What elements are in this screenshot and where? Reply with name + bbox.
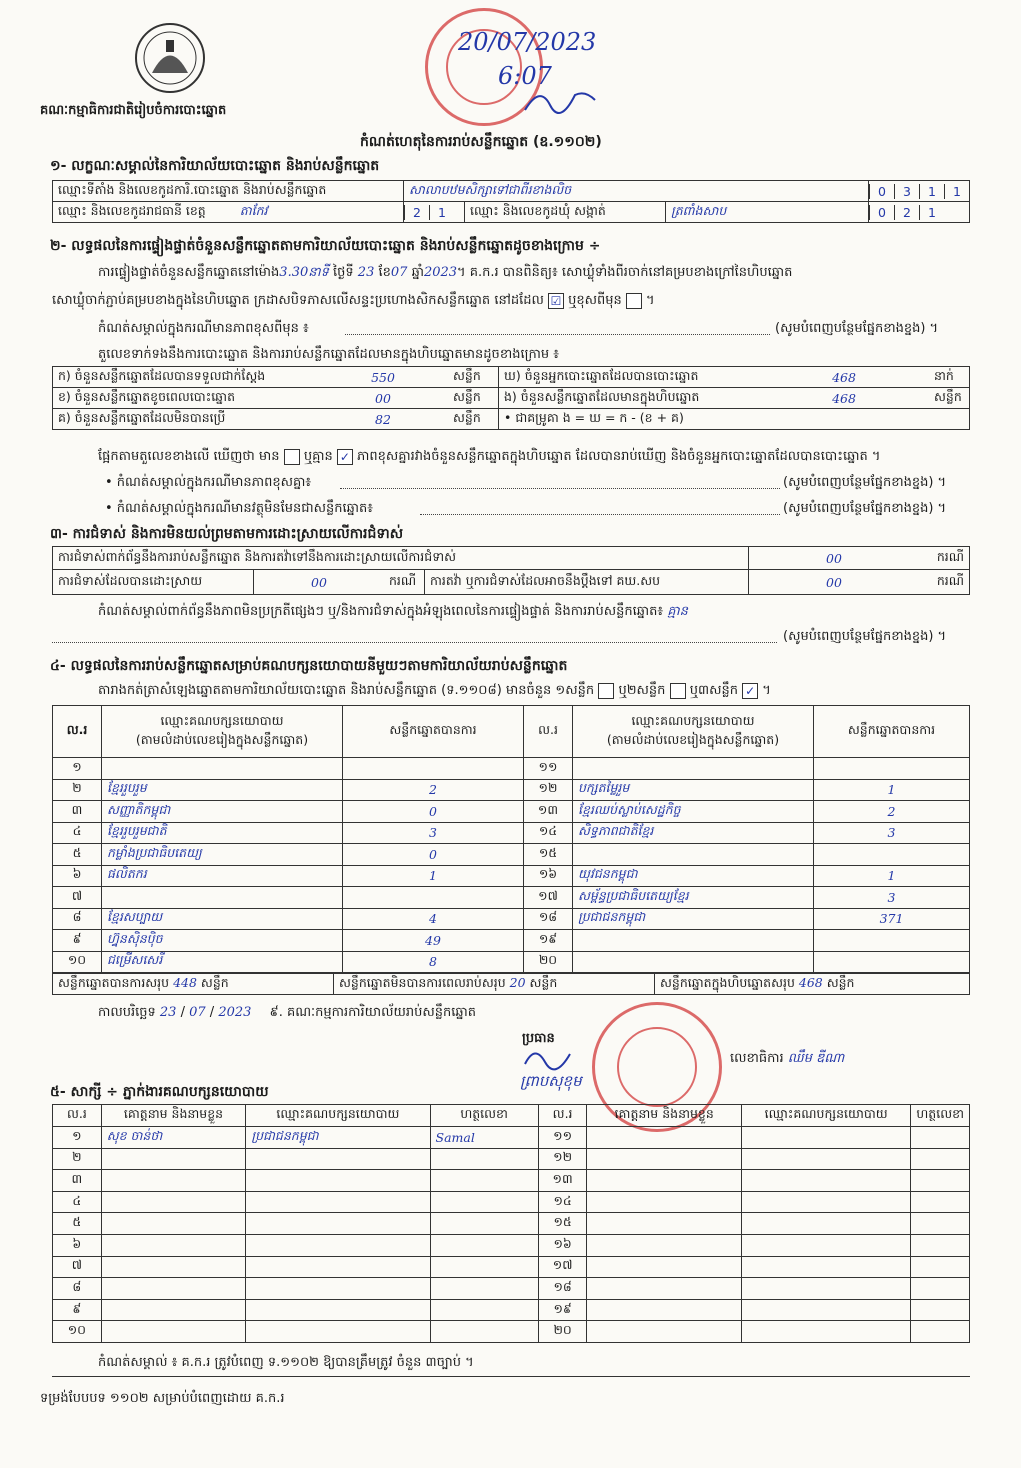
row-number: ១២ [524, 779, 573, 801]
form-title: កំណត់ហេតុនៃការរាប់សន្លឹកឆ្នោត (ឧ.១១០២) [360, 134, 602, 150]
witness-party [741, 1256, 910, 1278]
witness-party [741, 1148, 910, 1170]
different-checkbox[interactable] [626, 293, 642, 309]
witness-party [741, 1234, 910, 1256]
party-votes [343, 758, 524, 780]
witness-row [53, 1213, 970, 1235]
office-code: 0 3 1 1 [869, 181, 970, 202]
witness-signature [911, 1278, 970, 1300]
witness-name [587, 1191, 741, 1213]
party-votes: 3 [343, 822, 524, 844]
party-name: សិទ្ធភាពជាតិខ្មែរ [573, 822, 814, 844]
witness-party [741, 1191, 910, 1213]
row-number: ២ [53, 779, 102, 801]
results-table [52, 705, 970, 973]
form-footer: ទម្រង់បែបបទ ១១០២ សម្រាប់បំពេញដោយ គ.ក.រ [40, 1391, 285, 1406]
row-number: ៩ [53, 930, 102, 952]
witness-party [246, 1256, 430, 1278]
witness-signature [430, 1148, 538, 1170]
row-number: ១១ [538, 1127, 587, 1149]
witness-signature [430, 1278, 538, 1300]
objection-table [52, 546, 970, 595]
results-row [53, 930, 970, 952]
results-row [53, 779, 970, 801]
commune-code: 0 2 1 [869, 202, 970, 223]
party-name [573, 758, 814, 780]
party-name: កម្លាំងប្រជាធិបតេយ្យ [102, 844, 343, 866]
party-votes: 371 [814, 908, 970, 930]
witness-name [101, 1234, 246, 1256]
row-number: ១៩ [524, 930, 573, 952]
party-name: ហ្វ៊ុនស៊ិនប៉ិច [102, 930, 343, 952]
row-number: ៧ [53, 887, 102, 909]
results-header: ល.រ ឈ្មោះគណបក្សនយោបាយ (តាមលំដាប់លេខរៀងក្នុងសន្លឹកឆ្នោត) សន្លឹកឆ្នោតបានការ ល.រ ឈ្មោះគណបក្សនយោបាយ (តាមលំដាប់លេខរៀងក្នុងសន្លឹកឆ្នោត) សន្លឹកឆ្នោតបានការ [53, 706, 970, 758]
results-row [53, 951, 970, 973]
diff-note-label: កំណត់សម្គាល់ក្នុងករណីមានភាពខុសពីមុន ៖ [98, 321, 309, 336]
row-number: ៧ [53, 1256, 102, 1278]
totals-table [52, 973, 970, 995]
witness-party [246, 1234, 430, 1256]
party-votes: 49 [343, 930, 524, 952]
fill-more-3: (សូមបំពេញបន្ថែមផ្នែកខាងខ្នង) ។ [783, 501, 947, 516]
row-number: ១៧ [538, 1256, 587, 1278]
party-votes: 1 [343, 865, 524, 887]
row-number: ១៨ [524, 908, 573, 930]
party-name [102, 887, 343, 909]
witness-name [101, 1278, 246, 1300]
witness-signature [911, 1170, 970, 1192]
chair-name: ព្រាបសុខុម [520, 1072, 582, 1090]
party-name: ខ្មែររួបរួម [102, 779, 343, 801]
province-label: ឈ្មោះ និងលេខកូដរាជធានី ខេត្ត តាកែវ [53, 202, 404, 223]
chair-label: ប្រធាន [522, 1031, 555, 1046]
witness-row [53, 1148, 970, 1170]
witness-signature [430, 1234, 538, 1256]
commune-label: ឈ្មោះ និងលេខកូដឃុំ សង្កាត់ [465, 202, 666, 223]
fill-more-1: (សូមបំពេញបន្ថែមផ្នែកខាងខ្នង) ។ [775, 321, 939, 336]
row-number: ១៥ [524, 844, 573, 866]
witness-row [53, 1127, 970, 1149]
witness-signature [430, 1299, 538, 1321]
stamp-signature-icon [520, 80, 600, 120]
witness-signature [430, 1321, 538, 1343]
row-number: ៦ [53, 1234, 102, 1256]
footer-divider [52, 1376, 970, 1377]
fill-more-2: (សូមបំពេញបន្ថែមផ្នែកខាងខ្នង) ។ [783, 475, 947, 490]
two-sheet-checkbox[interactable] [670, 683, 686, 699]
party-votes: 1 [814, 779, 970, 801]
count-row-2: ខ) ចំនួនសន្លឹកឆ្នោតខូចពេលបោះឆ្នោត 00 សន្លឹក ង) ចំនួនសន្លឹកឆ្នោតដែលមានក្នុងហិបឆ្នោត 468 សន្លឹក [53, 388, 970, 409]
count-row-1: ក) ចំនួនសន្លឹកឆ្នោតដែលបានទទួលជាក់ស្តែង 550 សន្លឹក ឃ) ចំនួនអ្នកបោះឆ្នោតដែលបានបោះឆ្នោត 468 នាក់ [53, 367, 970, 388]
count-row-3: គ) ចំនួនសន្លឹកឆ្នោតដែលមិនបានប្រើ 82 សន្លឹក • ជាគម្រូគា ង = ឃ = ក - (ខ + គ) [53, 409, 970, 430]
row-number: ១៦ [524, 865, 573, 887]
row-number: ១៩ [538, 1299, 587, 1321]
witness-party [741, 1127, 910, 1149]
witness-name [587, 1321, 741, 1343]
count-table [52, 366, 970, 430]
row-number: ១៧ [524, 887, 573, 909]
witness-signature: Samal [430, 1127, 538, 1149]
party-name [573, 930, 814, 952]
bullet-diff-line [340, 488, 780, 489]
one-sheet-checkbox[interactable] [598, 683, 614, 699]
witness-row [53, 1278, 970, 1300]
witness-party [246, 1321, 430, 1343]
row-number: ១ [53, 1127, 102, 1149]
province-code: 2 1 [404, 202, 465, 223]
identification-table [52, 180, 970, 223]
row-number: ៣ [53, 801, 102, 823]
witness-signature [911, 1299, 970, 1321]
has-diff-checkbox[interactable] [284, 449, 300, 465]
row-number: ១ [53, 758, 102, 780]
row-number: ១៤ [524, 822, 573, 844]
results-row [53, 758, 970, 780]
objection-note-line [52, 642, 777, 643]
row-number: ១៨ [538, 1278, 587, 1300]
objection-row-2: ការជំទាស់ដែលបានដោះស្រាយ 00 ករណី ការតវ៉ា ឬការជំទាស់ដែលអាចនឹងប្តឹងទៅ គឃ.សប 00 ករណី [53, 570, 970, 595]
witness-row [53, 1170, 970, 1192]
witness-name [587, 1213, 741, 1235]
party-name: ខ្មែរឈប់ស្លាប់សេដ្ឋកិច្ច [573, 801, 814, 823]
party-name: ខ្មែរសប្បាយ [102, 908, 343, 930]
party-votes [343, 887, 524, 909]
party-name: សញ្ញាតិកម្ពុជា [102, 801, 343, 823]
witness-header: ល.រ គោត្តនាម និងនាមខ្លួន ឈ្មោះគណបក្សនយោបាយ ហត្ថលេខា ល.រ គោត្តនាម និងនាមខ្លួន ឈ្មោះគណបក្សនយោបាយ ហត្ថលេខា [53, 1105, 970, 1127]
party-votes: 0 [343, 844, 524, 866]
witness-party [246, 1213, 430, 1235]
party-votes: 0 [343, 801, 524, 823]
secretary: លេខាធិការ ឈឹម ឌីណា [730, 1051, 845, 1066]
witness-name [101, 1256, 246, 1278]
section1-title: ១- លក្ខណៈសម្គាល់នៃការិយាល័យបោះឆ្នោត និងរាប់សន្លឹកឆ្នោត [50, 158, 380, 174]
row-number: ១១ [524, 758, 573, 780]
results-row [53, 844, 970, 866]
witness-party: ប្រជាជនកម្ពុជា [246, 1127, 430, 1149]
party-name: បក្សតម្លៃរួម [573, 779, 814, 801]
objection-note-label: កំណត់សម្គាល់ពាក់ព័ន្ធនឹងភាពមិនប្រក្រតីផ្សេងៗ ឬ/និងការជំទាស់ក្នុងអំឡុងពេលនៃការផ្ទៀងផ្ទាត់ និងការរាប់សន្លឹកឆ្នោត៖ គ្មាន [98, 604, 688, 619]
witness-party [246, 1148, 430, 1170]
row-number: ៩ [53, 1299, 102, 1321]
party-name [573, 951, 814, 973]
row-number: ៦ [53, 865, 102, 887]
party-votes: 3 [814, 822, 970, 844]
witness-party [741, 1299, 910, 1321]
witness-party [246, 1278, 430, 1300]
witness-signature [430, 1256, 538, 1278]
witness-signature [430, 1170, 538, 1192]
section3-title: ៣- ការជំទាស់ និងការមិនយល់ព្រមតាមការដោះស្រាយលើការជំទាស់ [50, 526, 404, 542]
row-number: ១០ [53, 1321, 102, 1343]
results-row [53, 822, 970, 844]
party-votes [814, 758, 970, 780]
footnote: កំណត់សម្គាល់ ៖ គ.ក.រ ត្រូវបំពេញ ទ.១១០២ ឱ្យបានត្រឹមត្រូវ ចំនួន ៣ច្បាប់ ។ [98, 1355, 474, 1370]
org-name: គណៈកម្មាធិការជាតិរៀបចំការបោះឆ្នោត [40, 103, 227, 118]
witness-signature [911, 1321, 970, 1343]
bullet-diff: • កំណត់សម្គាល់ក្នុងករណីមានភាពខុសគ្នា៖ [105, 475, 312, 490]
chair-signature-icon [520, 1044, 580, 1074]
no-diff-checkbox[interactable]: ✓ [337, 449, 353, 465]
three-sheet-checkbox[interactable]: ✓ [742, 683, 758, 699]
office-value: សាលាបឋមសិក្សាទៅជាពីរខាងលិច [404, 181, 869, 202]
witness-party [741, 1321, 910, 1343]
witness-name [587, 1299, 741, 1321]
office-label: ឈ្មោះទីតាំង និងលេខកូដការិ.បោះឆ្នោត និងរាប់សន្លឹកឆ្នោត [53, 181, 404, 202]
stamp-date: 20/07/2023 [458, 28, 597, 56]
row-number: ៥ [53, 844, 102, 866]
party-votes: 2 [343, 779, 524, 801]
party-votes: 1 [814, 865, 970, 887]
party-name [102, 758, 343, 780]
witness-row [53, 1321, 970, 1343]
witness-signature [911, 1127, 970, 1149]
party-votes: 3 [814, 887, 970, 909]
same-checkbox[interactable]: ☑ [548, 293, 564, 309]
row-number: ៣ [53, 1170, 102, 1192]
party-votes [814, 844, 970, 866]
numbers-intro: តួលេខទាក់ទងនឹងការបោះឆ្នោត និងការរាប់សន្លឹកឆ្នោតដែលមានក្នុងហិបឆ្នោតមានដូចខាងក្រោម ៖ [98, 347, 559, 362]
results-row [53, 801, 970, 823]
signing-date: កាលបរិច្ឆេទ 23 / 07 / 2023 ៩. គណៈកម្មការការិយាល័យរាប់សន្លឹកឆ្នោត [98, 1005, 477, 1020]
stamp-time: 6:07 [498, 62, 552, 90]
witness-party [246, 1191, 430, 1213]
witness-signature [911, 1213, 970, 1235]
witness-signature [911, 1256, 970, 1278]
witness-party [741, 1278, 910, 1300]
witness-name [587, 1127, 741, 1149]
witness-signature [911, 1234, 970, 1256]
row-number: ១៦ [538, 1234, 587, 1256]
witness-party [246, 1170, 430, 1192]
row-number: ១៣ [524, 801, 573, 823]
witness-name [587, 1278, 741, 1300]
party-name: យុវជនកម្ពុជា [573, 865, 814, 887]
section5-title: ៥- សាក្សី ÷ ភ្នាក់ងារគណបក្សនយោបាយ [50, 1084, 269, 1100]
row-number: ៨ [53, 908, 102, 930]
witness-name [587, 1148, 741, 1170]
section4-title: ៤- លទ្ធផលនៃការរាប់សន្លឹកឆ្នោតសម្រាប់គណបក្សនយោបាយនីមួយៗតាមការិយាល័យរាប់សន្លឹកឆ្នោត [50, 658, 568, 674]
witness-name [587, 1256, 741, 1278]
witness-name [587, 1234, 741, 1256]
party-name: ខ្មែររួបរួមជាតិ [102, 822, 343, 844]
witness-name [101, 1213, 246, 1235]
party-name: ប្រជាជនកម្ពុជា [573, 908, 814, 930]
witness-party [246, 1299, 430, 1321]
witness-row [53, 1256, 970, 1278]
witness-name [101, 1148, 246, 1170]
row-number: ១២ [538, 1148, 587, 1170]
fill-more-4: (សូមបំពេញបន្ថែមផ្នែកខាងខ្នង) ។ [783, 629, 947, 644]
witness-table [52, 1104, 970, 1343]
witness-name [101, 1321, 246, 1343]
witness-signature [911, 1148, 970, 1170]
section2-title: ២- លទ្ធផលនៃការផ្ទៀងផ្ទាត់ចំនួនសន្លឹកឆ្នោតតាមការិយាល័យបោះឆ្នោត និងរាប់សន្លឹកឆ្នោតដូចខាងក្រោម ÷ [50, 238, 601, 254]
witness-signature [430, 1191, 538, 1213]
row-number: ១៤ [538, 1191, 587, 1213]
party-votes: 8 [343, 951, 524, 973]
nec-emblem-icon [130, 18, 210, 98]
witness-signature [430, 1213, 538, 1235]
row-number: ៥ [53, 1213, 102, 1235]
objection-row-1: ការជំទាស់ពាក់ព័ន្ធនឹងការរាប់សន្លឹកឆ្នោត និងការតវ៉ាទៅនឹងការដោះស្រាយលើការជំទាស់ 00 ករណី [53, 547, 970, 570]
party-votes: 2 [814, 801, 970, 823]
diff-note-line [345, 334, 770, 335]
witness-name: សុខ ចាន់ថា [101, 1127, 246, 1149]
row-number: ៨ [53, 1278, 102, 1300]
totals-row: សន្លឹកឆ្នោតបានការសរុប 448 សន្លឹក សន្លឹកឆ្នោតមិនបានការពេលរាប់សរុប 20 សន្លឹក សន្លឹកឆ្នោតក្នុងហិបឆ្នោតសរុប 468 សន្លឹក [53, 974, 970, 995]
witness-party [741, 1213, 910, 1235]
witness-row [53, 1191, 970, 1213]
row-number: ២០ [524, 951, 573, 973]
row-number: ១០ [53, 951, 102, 973]
row-number: ២ [53, 1148, 102, 1170]
compare-line: ផ្អែកតាមតួលេខខាងលើ ឃើញថា មាន ឬគ្មាន ✓ ភាពខុសគ្នារវាងចំនួនសន្លឹកឆ្នោតក្នុងហិបឆ្នោត ដែលបានរាប់ឃើញ និងចំនួនអ្នកបោះឆ្នោតដែលបានបោះឆ្នោត ។ [98, 449, 881, 464]
witness-party [741, 1170, 910, 1192]
verify-line-2: សោឃ្លុំចាក់ភ្ជាប់គម្របខាងក្នុងនៃហិបឆ្នោត ក្រដាសបិទភាសលើសន្ទះប្រហោងសិកសន្លឹកឆ្នោត នៅដដែល ☑ ឬខុសពីមុន ។ [52, 293, 655, 308]
witness-name [587, 1170, 741, 1192]
commune-value: ត្រពាំងសាប [666, 202, 869, 223]
witness-name [101, 1299, 246, 1321]
party-name: ជម្រើសសេរី [102, 951, 343, 973]
row-number: ១៥ [538, 1213, 587, 1235]
party-votes [814, 930, 970, 952]
verify-line-1: ការផ្ទៀងផ្ទាត់ចំនួនសន្លឹកឆ្នោតនៅម៉ោង3.30នាទី ថ្ងៃទី 23 ខែ07 ឆ្នាំ2023។ គ.ក.រ បានពិនិត្យ៖ សោឃ្លុំទាំងពីរចាក់នៅគម្របខាងក្រៅនៃហិបឆ្នោត [98, 265, 793, 280]
party-name: ផលិតករ [102, 865, 343, 887]
witness-signature [911, 1191, 970, 1213]
row-number: ៤ [53, 1191, 102, 1213]
results-row [53, 887, 970, 909]
witness-row [53, 1234, 970, 1256]
results-row [53, 908, 970, 930]
party-name: សម្ព័ន្ធប្រជាធិបតេយ្យខ្មែរ [573, 887, 814, 909]
row-number: ១៣ [538, 1170, 587, 1192]
row-number: ៤ [53, 822, 102, 844]
witness-name [101, 1170, 246, 1192]
party-votes [814, 951, 970, 973]
tally-sheet-count: តារាងកត់ត្រាសំឡេងឆ្នោតតាមការិយាល័យបោះឆ្នោត និងរាប់សន្លឹកឆ្នោត (ទ.១១០៨) មានចំនួន ១សន្លឹក ឬ២សន្លឹក ឬ៣សន្លឹក ✓ ។ [98, 683, 771, 698]
bullet-object-line [420, 514, 780, 515]
witness-name [101, 1191, 246, 1213]
party-name [573, 844, 814, 866]
results-row [53, 865, 970, 887]
party-votes: 4 [343, 908, 524, 930]
witness-row [53, 1299, 970, 1321]
row-number: ២០ [538, 1321, 587, 1343]
bullet-object: • កំណត់សម្គាល់ក្នុងករណីមានវត្ថុមិនមែនជាសន្លឹកឆ្នោត៖ [105, 501, 373, 516]
